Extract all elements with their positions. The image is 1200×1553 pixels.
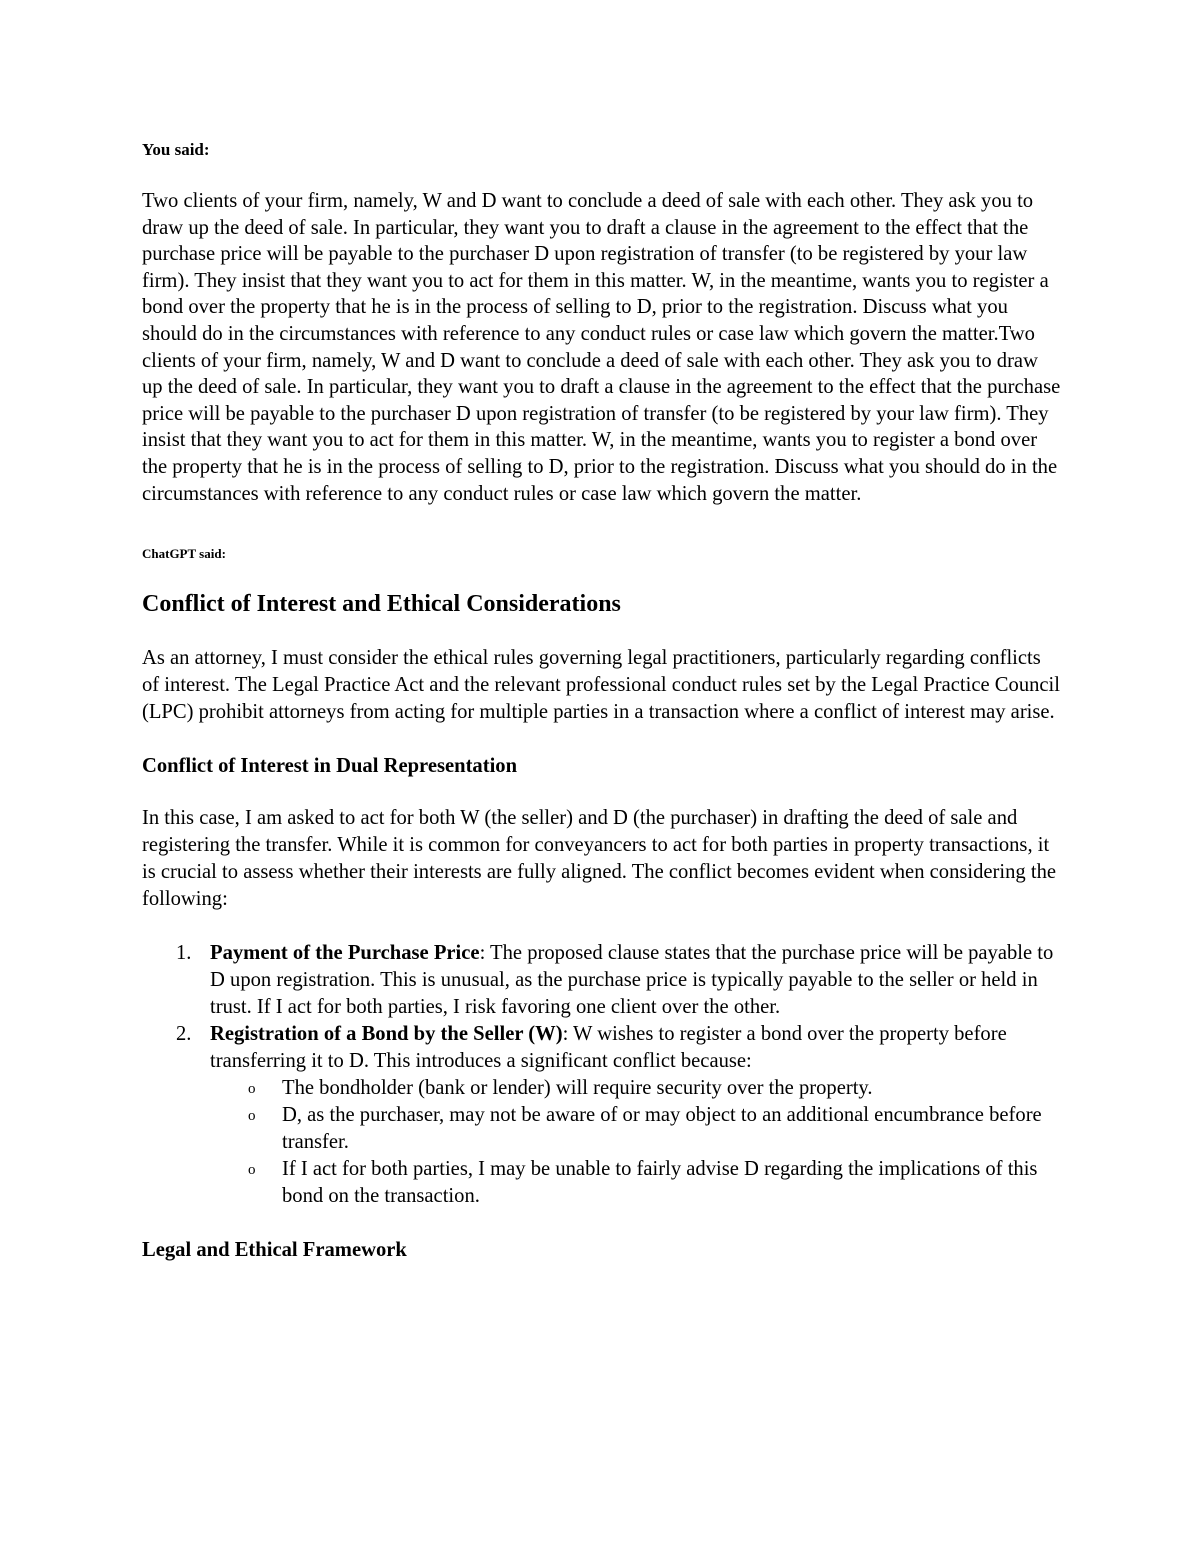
list-number: 1. <box>176 942 192 965</box>
sub-list-item-text: The bondholder (bank or lender) will require security over the property. <box>282 1077 873 1100</box>
sub-list-item <box>142 1075 1062 1102</box>
section-heading-legal-framework: Legal and Ethical Framework <box>142 1239 407 1262</box>
sub-list-item-text: D, as the purchaser, may not be aware of or may object to an additional encumbrance before transfer. <box>282 1104 1042 1154</box>
bond-sub-list <box>210 1075 1062 1210</box>
list-item <box>142 1021 1062 1210</box>
document-page <box>142 140 1062 1289</box>
conflict-list <box>142 940 1062 1210</box>
you-said-label: You said: <box>142 140 210 159</box>
bullet-icon: o <box>248 1081 256 1098</box>
sub-list-item <box>142 1156 1062 1210</box>
sub-list-item-text: If I act for both parties, I may be unable to fairly advise D regarding the implications of this bond on the transaction. <box>282 1158 1038 1208</box>
bullet-icon: o <box>248 1108 256 1125</box>
list-item-text: : W wishes to register a bond over the property before transferring it to D. This introduces a significant conflict because: <box>210 1023 1007 1073</box>
list-item <box>142 940 1062 1021</box>
sub-list-item <box>142 1102 1062 1156</box>
list-number: 2. <box>176 1023 192 1046</box>
user-question-text: Two clients of your firm, namely, W and D want to conclude a deed of sale with each other. They ask you to draw up the deed of sale. In particular, they want you to draft a clause in the agreement to the effect that the purchase price will be payable to the purchaser D upon registration of transfer (to be registered by your law firm). They insist that they want you to act for them in this matter. W, in the meantime, wants you to register a bond over the property that he is in the process of selling to D, prior to the registration. Discuss what you should do in the circumstances with reference to any conduct rules or case law which govern the matter.Two clients of your firm, namely, W and D want to conclude a deed of sale with each other. They ask you to draw up the deed of sale. In particular, they want you to draft a clause in the agreement to the effect that the purchase price will be payable to the purchaser D upon registration of transfer (to be registered by your law firm). They insist that they want you to act for them in this matter. W, in the meantime, wants you to register a bond over the property that he is in the process of selling to D, prior to the registration. Discuss what you should do in the circumstances with reference to any conduct rules or case law which govern the matter. <box>142 190 1061 505</box>
list-item-title: Registration of a Bond by the Seller (W) <box>210 1023 563 1046</box>
chatgpt-said-label: ChatGPT said: <box>142 546 226 562</box>
dual-representation-paragraph: In this case, I am asked to act for both W (the seller) and D (the purchaser) in drafting the deed of sale and registering the transfer. While it is common for conveyancers to act for both parties in property transactions, it is crucial to assess whether their interests are fully aligned. The conflict becomes evident when considering the following: <box>142 807 1057 911</box>
intro-paragraph: As an attorney, I must consider the ethical rules governing legal practitioners, particularly regarding conflicts of interest. The Legal Practice Act and the relevant professional conduct rules set by the Legal Practice Council (LPC) prohibit attorneys from acting for multiple parties in a transaction where a conflict of interest may arise. <box>142 647 1061 724</box>
list-item-title: Payment of the Purchase Price <box>210 942 480 965</box>
section-heading-dual-representation: Conflict of Interest in Dual Representation <box>142 755 518 778</box>
response-heading: Conflict of Interest and Ethical Considerations <box>142 591 621 618</box>
list-item-text: : The proposed clause states that the purchase price will be payable to D upon registration. This is unusual, as the purchase price is typically payable to the seller or held in trust. If I act for both parties, I risk favoring one client over the other. <box>210 942 1054 1019</box>
bullet-icon: o <box>248 1162 256 1179</box>
